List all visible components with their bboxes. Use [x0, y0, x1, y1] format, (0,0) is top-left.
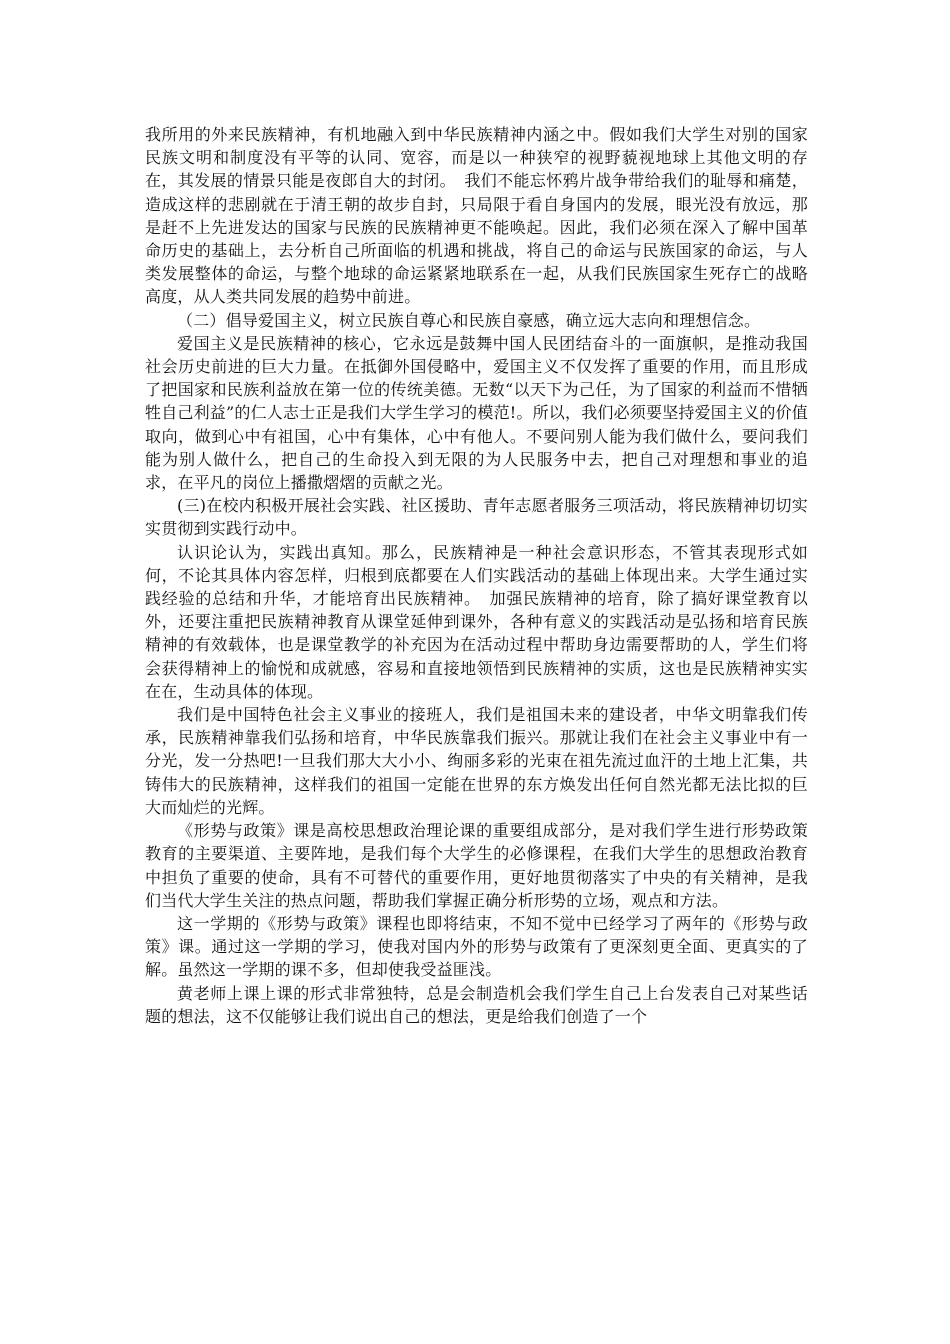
- paragraph-patriotism: 爱国主义是民族精神的核心，它永远是鼓舞中国人民团结奋斗的一面旗帜，是推动我国社会历史前进的巨大力量。在抵御外国侵略中，爱国主义不仅发挥了重要的作用，而且形成了把国家和民族利益放在第一位的传统美德。无数“以天下为己任，为了国家的利益而不惜牺牲自己利益”的仁人志士正是我们大学生学习的模范!。所以，我们必须要坚持爱国主义的价值取向，做到心中有祖国，心中有集体，心中有他人。不要问别人能为我们做什么，要问我们能为别人做什么，把自己的生命投入到无限的为人民服务中去，把自己对理想和事业的追求，在平凡的岗位上播撒熠熠的贡献之光。: [145, 333, 809, 493]
- section-heading-2: （二）倡导爱国主义，树立民族自尊心和民族自豪感，确立远大志向和理想信念。: [177, 310, 761, 330]
- paragraph-semester: 这一学期的《形势与政策》课程也即将结束，不知不觉中已经学习了两年的《形势与政策》课。通过这一学期的学习，使我对国内外的形势与政策有了更深刻更全面、更真实的了解。虽然这一学期的课不多，但却使我受益匪浅。: [145, 913, 808, 980]
- section-heading-3: (三)在校内积极开展社会实践、社区援助、青年志愿者服务三项活动，将民族精神切切实实贯彻到实践行动中。: [145, 496, 808, 539]
- paragraph-intro-continuation: 我所用的外来民族精神，有机地融入到中华民族精神内涵之中。假如我们大学生对别的国家民族文明和制度没有平等的认同、宽容，而是以一种狭窄的视野藐视地球上其他文明的存在，其发展的情景只能是夜郎自大的封闭。 我们不能忘怀鸦片战争带给我们的耻辱和痛楚，造成这样的悲剧就在于清王朝的故步自封，只局限于看自身国内的发展，眼光没有放远，那是赶不上先进发达的国家与民族的民族精神更不能唤起。因此，我们必须在深入了解中国革命历史的基础上，去分析自己所面临的机遇和挑战，将自己的命运与民族国家的命运，与人类发展整体的命运，与整个地球的命运紧紧地联系在一起，从我们民族国家生死存亡的战略高度，从人类共同发展的趋势中前进。: [145, 125, 808, 307]
- document-body: [145, 123, 808, 1028]
- paragraph-practice: 认识论认为，实践出真知。那么，民族精神是一种社会意识形态，不管其表现形式如何，不论其具体内容怎样，归根到底都要在人们实践活动的基础上体现出来。大学生通过实践经验的总结和升华，才能培育出民族精神。 加强民族精神的培育，除了搞好课堂教育以外，还要注重把民族精神教育从课堂延伸到课外，各种有意义的实践活动是弘扬和培育民族精神的有效载体，也是课堂教学的补充因为在活动过程中帮助身边需要帮助的人，学生们将会获得精神上的愉悦和成就感，容易和直接地领悟到民族精神的实质，这也是民族精神实实在在，生动具体的体现。: [145, 542, 808, 701]
- paragraph-course-intro: 《形势与政策》课是高校思想政治理论课的重要组成部分，是对我们学生进行形势政策教育的主要渠道、主要阵地，是我们每个大学生的必修课程，在我们大学生的思想政治教育中担负了重要的使命，具有不可替代的重要作用，更好地贯彻落实了中央的有关精神，是我们当代大学生关注的热点问题，帮助我们掌握正确分析形势的立场，观点和方法。: [145, 821, 808, 910]
- paragraph-successors: 我们是中国特色社会主义事业的接班人，我们是祖国未来的建设者，中华文明靠我们传承，民族精神靠我们弘扬和培育，中华民族靠我们振兴。那就让我们在社会主义事业中有一分光，发一分热吧!一旦我们那大大小小、绚丽多彩的光束在祖先流过血汗的土地上汇集，共铸伟大的民族精神，这样我们的祖国一定能在世界的东方焕发出任何自然光都无法比拟的巨大而灿烂的光辉。: [145, 705, 808, 817]
- paragraph-teacher: 黄老师上课上课的形式非常独特，总是会制造机会我们学生自己上台发表自己对某些话题的想法，这不仅能够让我们说出自己的想法，更是给我们创造了一个: [145, 983, 808, 1026]
